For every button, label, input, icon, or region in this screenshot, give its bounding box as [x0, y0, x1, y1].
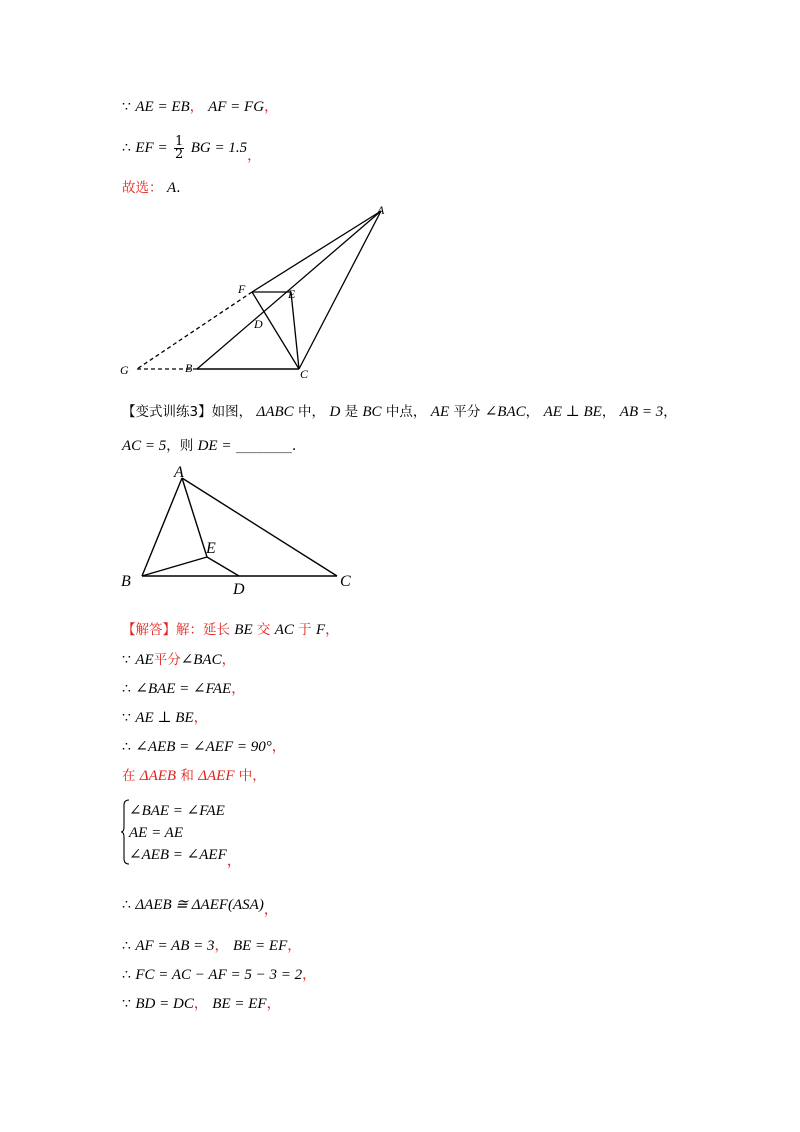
text: 中点，: [381, 404, 427, 420]
math-expr: BE: [234, 622, 253, 638]
figure-2: [115, 460, 365, 600]
math-expr: AE ⊥ BE: [543, 404, 602, 420]
math-expr: BG = 1.5: [190, 140, 248, 156]
math-expr: AE = EB: [135, 99, 190, 115]
segment-ac: [182, 478, 337, 576]
because-symbol: ∵: [122, 996, 131, 1012]
math-expr: AF = FG: [208, 99, 265, 115]
therefore-symbol: ∴: [122, 967, 131, 983]
label-c: C: [340, 573, 351, 590]
answer-blank: ________: [235, 438, 292, 454]
math-expr: ΔABC: [256, 404, 294, 420]
text: ，则: [166, 438, 198, 454]
solution-intro: [122, 620, 339, 640]
solution-step-6: [122, 895, 278, 918]
therefore-symbol: ∴: [122, 739, 131, 755]
segment-be: [142, 557, 207, 576]
text: 交: [252, 622, 275, 638]
text: 中，: [293, 404, 325, 420]
math-expr: BE = EF: [232, 938, 288, 954]
line-conclusion-ef: [122, 133, 261, 163]
math-expr: ΔAEF: [198, 768, 235, 784]
segment-ae: [182, 478, 207, 557]
punct: ，: [264, 99, 279, 115]
math-expr: DE =: [197, 438, 232, 454]
label-a: A: [174, 464, 184, 481]
answer-value: A: [166, 180, 177, 196]
math-expr: ΔAEB: [139, 768, 177, 784]
math-expr: ∠BAC: [180, 652, 222, 668]
punct: ，: [214, 938, 229, 954]
punct: ，: [193, 996, 208, 1012]
label-f: F: [238, 282, 246, 296]
text: 如图，: [211, 404, 253, 420]
punct: ，: [325, 622, 340, 638]
segment-ed: [207, 557, 239, 576]
math-expr: BE = EF: [212, 996, 267, 1012]
segment-fg-dashed: [137, 292, 252, 369]
therefore-symbol: ∴: [122, 140, 131, 156]
math-expr: ∠BAE = ∠FAE: [135, 681, 232, 697]
problem-statement-line-2: [122, 436, 296, 456]
answer-label: 故选：: [122, 180, 163, 196]
line-answer: [122, 178, 181, 198]
text: 平分: [153, 652, 181, 668]
fraction: [174, 133, 184, 162]
text: 和: [176, 768, 199, 784]
text: 是: [340, 404, 363, 420]
punct: ，: [271, 739, 286, 755]
math-expr: ΔAEB ≅ ΔAEF(ASA): [135, 897, 264, 913]
text: 于: [293, 622, 316, 638]
punct: ，: [231, 681, 246, 697]
punct: ，: [193, 710, 208, 726]
text: 中，: [234, 768, 266, 784]
punct: .: [291, 438, 297, 454]
text: 平分: [449, 404, 485, 420]
math-expr: AB = 3: [619, 404, 664, 420]
label-e: E: [288, 287, 296, 301]
because-symbol: ∵: [122, 99, 131, 115]
text: 在: [122, 768, 140, 784]
solution-step-7: [122, 936, 301, 956]
punct: ，: [263, 902, 278, 918]
solution-tag: 【解答】: [122, 622, 176, 638]
label-e: E: [206, 540, 216, 557]
math-expr: EF =: [135, 140, 168, 156]
label-d: D: [233, 581, 245, 598]
punct: ，: [189, 99, 204, 115]
math-expr: AF = AB = 3: [135, 938, 215, 954]
math-expr: ∠AEB = ∠AEF = 90°: [135, 739, 272, 755]
math-expr: AE: [135, 652, 154, 668]
label-d: D: [254, 317, 263, 331]
therefore-symbol: ∴: [122, 897, 131, 913]
math-expr: AE ⊥ BE: [135, 710, 194, 726]
math-expr: AC: [274, 622, 294, 638]
solution-step-5: [122, 766, 266, 786]
segment-ac: [299, 211, 381, 369]
label-b: B: [121, 573, 131, 590]
because-symbol: ∵: [122, 710, 131, 726]
system-row-1: ∠BAE = ∠FAE: [129, 803, 225, 819]
text: ，: [525, 404, 540, 420]
math-expr: ∠BAC: [484, 404, 526, 420]
solution-step-8: [122, 965, 316, 985]
text: 解：延长: [176, 622, 235, 638]
math-expr: BD = DC: [135, 996, 194, 1012]
label-a: A: [377, 203, 385, 217]
math-expr: AC = 5: [122, 438, 167, 454]
problem-statement-line-1: [122, 402, 677, 422]
figure-1: [115, 200, 395, 382]
label-g: G: [120, 363, 129, 377]
math-expr: D: [329, 404, 341, 420]
label-c: C: [300, 367, 309, 381]
solution-step-4: [122, 737, 286, 757]
solution-step-9: [122, 994, 281, 1014]
punct: ，: [247, 148, 262, 164]
text: ，: [663, 404, 677, 420]
system-row-3: [129, 845, 242, 869]
because-symbol: ∵: [122, 652, 131, 668]
fraction-numerator: 1: [175, 133, 184, 149]
punct: ，: [226, 853, 242, 869]
math-expr: FC = AC − AF = 5 − 3 = 2: [135, 967, 303, 983]
math-expr: AE: [430, 404, 450, 420]
therefore-symbol: ∴: [122, 681, 131, 697]
problem-tag: 【变式训练3】: [122, 404, 212, 420]
punct: ，: [287, 938, 302, 954]
math-expr: ∠AEB = ∠AEF: [129, 847, 227, 863]
system-row-2: AE = AE: [129, 825, 184, 841]
text: ，: [601, 404, 616, 420]
label-b: B: [185, 361, 193, 375]
solution-step-1: [122, 650, 236, 670]
punct: ，: [266, 996, 281, 1012]
line-given-1: [122, 97, 278, 117]
fraction-denominator: 2: [175, 146, 184, 162]
punct: ，: [302, 967, 317, 983]
math-expr: BC: [362, 404, 382, 420]
solution-step-3: [122, 708, 208, 728]
punct: .: [176, 180, 181, 196]
solution-step-2: [122, 679, 245, 699]
punct: ，: [221, 652, 236, 668]
therefore-symbol: ∴: [122, 938, 131, 954]
segment-ab: [142, 478, 182, 576]
math-expr: F: [315, 622, 326, 638]
segment-af: [252, 211, 381, 292]
